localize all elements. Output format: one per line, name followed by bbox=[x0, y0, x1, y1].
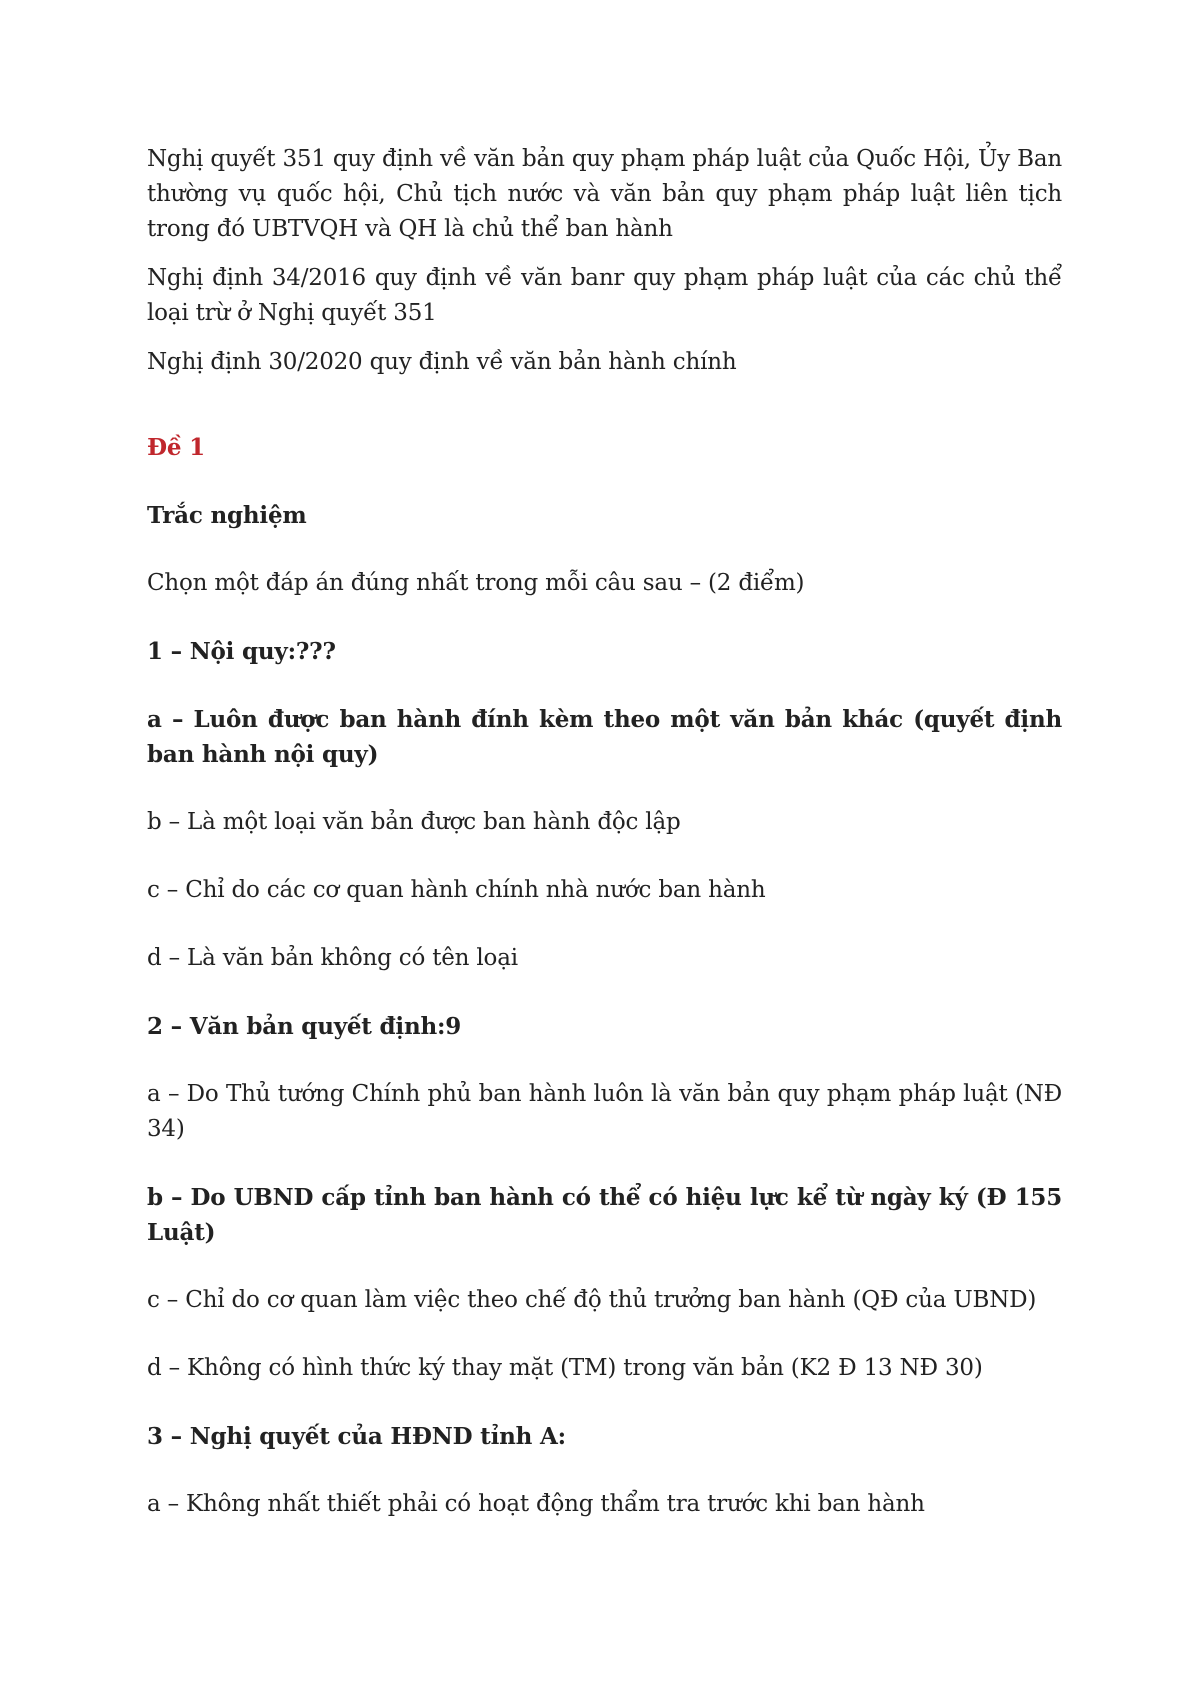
question-1: 1 – Nội quy:??? bbox=[147, 638, 336, 665]
document-body bbox=[147, 142, 1062, 1522]
question-1-option-a: a – Luôn được ban hành đính kèm theo một văn bản khác (quyết định ban hành nội quy) bbox=[147, 706, 1062, 768]
intro-paragraph-2: Nghị định 34/2016 quy định về văn banr quy phạm pháp luật của các chủ thể loại trừ ở Nghị quyết 351 bbox=[147, 265, 1062, 326]
question-2-option-b: b – Do UBND cấp tỉnh ban hành có thể có hiệu lực kể từ ngày ký (Đ 155 Luật) bbox=[147, 1184, 1062, 1246]
question-3: 3 – Nghị quyết của HĐND tỉnh A: bbox=[147, 1423, 566, 1450]
exam-title: Đề 1 bbox=[147, 434, 205, 461]
intro-paragraph-3: Nghị định 30/2020 quy định về văn bản hành chính bbox=[147, 349, 737, 375]
question-2-option-d: d – Không có hình thức ký thay mặt (TM) trong văn bản (K2 Đ 13 NĐ 30) bbox=[147, 1355, 983, 1381]
question-2-option-a: a – Do Thủ tướng Chính phủ ban hành luôn là văn bản quy phạm pháp luật (NĐ 34) bbox=[147, 1081, 1062, 1142]
question-1-option-b: b – Là một loại văn bản được ban hành độc lập bbox=[147, 809, 681, 835]
section-heading: Trắc nghiệm bbox=[147, 502, 307, 529]
question-1-option-c: c – Chỉ do các cơ quan hành chính nhà nước ban hành bbox=[147, 877, 766, 903]
instructions: Chọn một đáp án đúng nhất trong mỗi câu sau – (2 điểm) bbox=[147, 570, 805, 596]
intro-paragraph-1: Nghị quyết 351 quy định về văn bản quy phạm pháp luật của Quốc Hội, Ủy Ban thường vụ quốc hội, Chủ tịch nước và văn bản quy phạm pháp luật liên tịch trong đó UBTVQH và QH là chủ thể ban hành bbox=[147, 146, 1062, 242]
question-2-option-c: c – Chỉ do cơ quan làm việc theo chế độ thủ trưởng ban hành (QĐ của UBND) bbox=[147, 1287, 1037, 1313]
question-1-option-d: d – Là văn bản không có tên loại bbox=[147, 945, 518, 971]
question-3-option-a: a – Không nhất thiết phải có hoạt động thẩm tra trước khi ban hành bbox=[147, 1491, 925, 1517]
question-2: 2 – Văn bản quyết định:9 bbox=[147, 1013, 462, 1040]
